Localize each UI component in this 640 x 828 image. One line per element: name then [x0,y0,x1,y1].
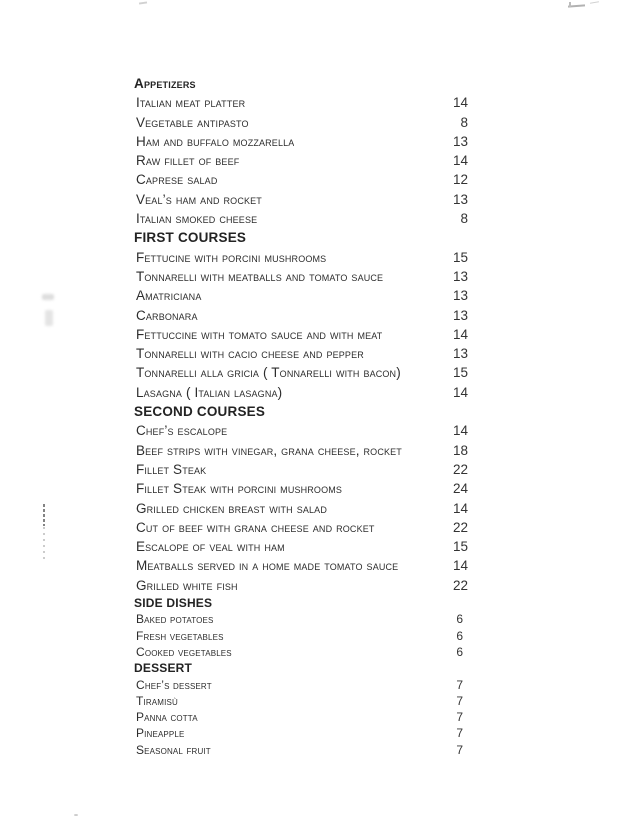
menu-item-row [134,151,468,170]
menu-item-name: Lasagna ( Italian lasagna) [136,384,283,400]
menu-item-row [134,306,468,325]
menu-item-name: Fillet Steak [136,461,207,477]
menu-item-name: Panna cotta [136,710,198,725]
menu-item-price: 14 [452,326,468,342]
menu-item-row [134,286,468,305]
menu-item-name: Chef’s escalope [136,423,228,439]
scan-artifact-left-smudge [45,310,53,326]
menu-item-price: 14 [452,558,468,574]
menu-item-price: 13 [452,133,468,149]
menu-item-name: Cut of beef with grana cheese and rocket [136,519,375,535]
section-header: SECOND COURSES [134,404,266,420]
menu-item-name: Italian smoked cheese [136,211,258,227]
menu-item-row [134,693,468,709]
scan-artifact-top-center [139,1,147,4]
menu-item-row [134,518,468,537]
menu-item-price: 15 [452,365,468,381]
scan-artifact-left-smudge [42,294,54,300]
menu-item-price: 13 [452,288,468,304]
menu-item-price: 14 [452,384,468,400]
menu-item-name: Pineapple [136,726,185,741]
menu-item-name: Escalope of veal with ham [136,539,285,555]
menu-item-row [134,677,468,693]
menu-item-row [134,709,468,725]
menu-item-price: 14 [452,500,468,516]
section-header: Appetizers [134,76,196,91]
menu-item-name: Caprese salad [136,172,218,188]
menu-item-row [134,93,468,112]
menu-item-name: Raw fillet of beef [136,153,240,169]
section-header-row [134,74,468,93]
menu-item-price: 15 [452,249,468,265]
scan-artifact-left-dashes [43,504,45,526]
menu-item-name: Chef’s dessert [136,677,212,692]
menu-item-price: 13 [452,268,468,284]
menu-item-price: 7 [456,742,463,757]
menu-item-price: 13 [452,307,468,323]
menu-item-name: Carbonara [136,307,198,323]
menu-item-name: Beef strips with vinegar, grana cheese, rocket [136,442,402,458]
menu-item-price: 6 [456,644,463,659]
menu-item-row [134,344,468,363]
scan-artifact-top-right [568,4,585,7]
menu-item-name: Cooked vegetables [136,644,232,659]
menu-item-row [134,325,468,344]
menu-item-row [134,479,468,498]
menu-item-name: Veal’s ham and rocket [136,191,262,207]
menu-item-name: Grilled white fish [136,577,238,593]
menu-section-appetizers [134,74,468,228]
menu-item-name: Tonnarelli with cacio cheese and pepper [136,346,364,362]
menu-item-row [134,170,468,189]
menu-item-name: Tonnarelli with meatballs and tomato sauce [136,268,384,284]
menu-item-row [134,611,468,627]
menu-item-name: Fettucine with porcini mushrooms [136,249,327,265]
menu-item-price: 13 [452,191,468,207]
menu-item-row [134,441,468,460]
menu-item-row [134,628,468,644]
menu-item-row [134,383,468,402]
menu-item-price: 22 [452,519,468,535]
menu-item-price: 8 [460,114,468,130]
menu-item-price: 14 [452,95,468,111]
menu-item-price: 14 [452,153,468,169]
menu [134,74,468,758]
menu-item-row [134,132,468,151]
menu-section-dessert [134,660,468,758]
menu-item-row [134,556,468,575]
menu-item-name: Baked potatoes [136,612,214,627]
menu-item-name: Grilled chicken breast with salad [136,500,327,516]
menu-item-row [134,537,468,556]
menu-item-row [134,248,468,267]
menu-item-name: Fresh vegetables [136,628,224,643]
scan-artifact-top-right-dash [590,1,599,4]
menu-item-price: 22 [452,577,468,593]
menu-item-name: Tonnarelli alla gricia ( Tonnarelli with bacon) [136,365,401,381]
menu-item-name: Fettuccine with tomato sauce and with meat [136,326,383,342]
scan-artifact-top-right-tick [569,2,571,7]
menu-item-row [134,113,468,132]
menu-item-price: 24 [452,481,468,497]
menu-item-name: Amatriciana [136,288,202,304]
menu-item-price: 18 [452,442,468,458]
section-header-row [134,660,468,676]
menu-item-price: 8 [460,211,468,227]
menu-item-name: Tiramisù [136,693,178,708]
menu-item-price: 7 [456,693,463,708]
menu-item-price: 6 [456,612,463,627]
menu-item-row [134,363,468,382]
scan-artifact-left-dashes [43,527,45,563]
menu-item-row [134,725,468,741]
menu-item-row [134,190,468,209]
menu-item-row [134,499,468,518]
menu-section-second-courses [134,402,468,595]
menu-item-row [134,460,468,479]
section-header-row [134,595,468,611]
menu-item-price: 7 [456,677,463,692]
scan-artifact-bottom-speck [74,814,78,816]
menu-item-row [134,742,468,758]
menu-item-row [134,576,468,595]
menu-section-side-dishes [134,595,468,660]
menu-item-row [134,209,468,228]
menu-item-price: 6 [456,628,463,643]
menu-item-price: 7 [456,710,463,725]
menu-item-row [134,267,468,286]
menu-item-name: Seasonal fruit [136,742,211,757]
section-header-row [134,402,468,421]
menu-item-price: 13 [452,346,468,362]
menu-section-first-courses [134,228,468,402]
menu-item-price: 15 [452,539,468,555]
menu-item-name: Vegetable antipasto [136,114,249,130]
section-header: SIDE DISHES [134,596,213,611]
menu-item-price: 7 [456,726,463,741]
section-header: DESSERT [134,661,193,676]
menu-item-name: Meatballs served in a home made tomato sauce [136,558,399,574]
menu-item-price: 14 [452,423,468,439]
menu-item-price: 12 [452,172,468,188]
menu-item-name: Ham and buffalo mozzarella [136,133,295,149]
menu-item-name: Fillet Steak with porcini mushrooms [136,481,343,497]
menu-item-name: Italian meat platter [136,95,246,111]
section-header: FIRST COURSES [134,230,247,246]
menu-item-price: 22 [452,461,468,477]
section-header-row [134,228,468,247]
menu-item-row [134,644,468,660]
menu-item-row [134,421,468,440]
